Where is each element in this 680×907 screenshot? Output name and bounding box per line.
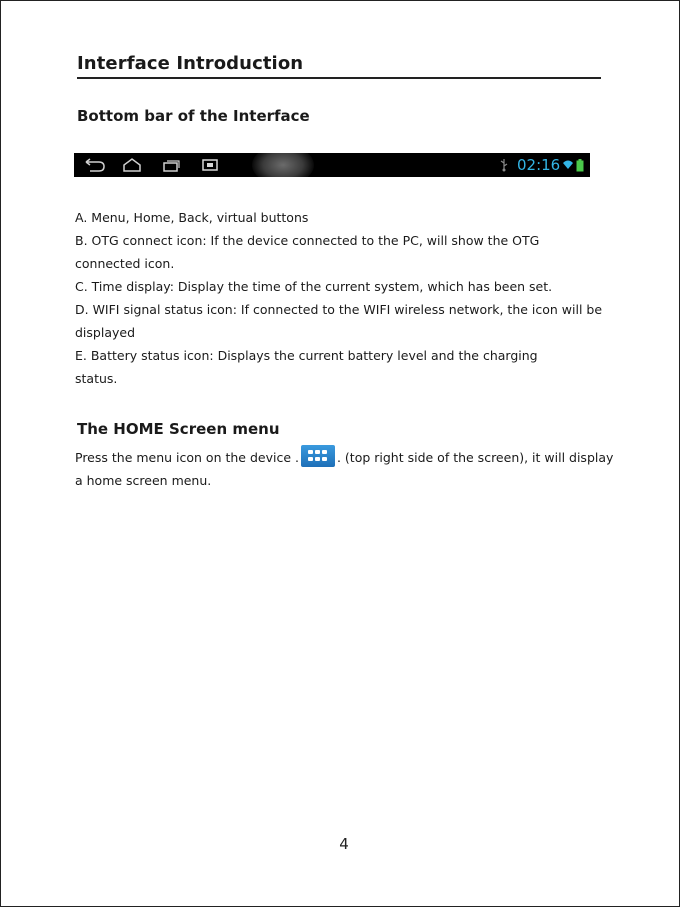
wifi-icon xyxy=(562,159,574,171)
back-icon xyxy=(84,158,106,172)
home-menu-text-before-icon: Press the menu icon on the device . xyxy=(75,450,299,465)
list-item: B. OTG connect icon: If the device connected to the PC, will show the OTG xyxy=(75,233,540,248)
recents-icon xyxy=(162,158,182,172)
list-item-continuation: displayed xyxy=(75,325,136,340)
list-item-continuation: status. xyxy=(75,371,118,386)
home-menu-line-1 xyxy=(75,446,615,469)
home-menu-paragraph xyxy=(75,446,615,492)
home-menu-line-2: a home screen menu. xyxy=(75,473,212,488)
page-number: 4 xyxy=(339,835,349,853)
home-menu-text-after-icon: . (top right side of the screen), it will display xyxy=(336,450,614,465)
list-item: A. Menu, Home, Back, virtual buttons xyxy=(75,210,309,225)
home-icon xyxy=(122,158,142,172)
menu-grid-icon xyxy=(301,445,335,467)
android-status-bar xyxy=(74,153,590,177)
status-clock: 02:16 xyxy=(517,156,561,174)
section-heading-bottom-bar: Bottom bar of the Interface xyxy=(77,107,310,125)
button-highlight-glow xyxy=(252,153,314,177)
battery-icon xyxy=(576,159,584,172)
page-title: Interface Introduction xyxy=(77,53,601,79)
section-heading-home-menu: The HOME Screen menu xyxy=(77,420,280,438)
list-item: C. Time display: Display the time of the current system, which has been set. xyxy=(75,279,553,294)
list-item: D. WIFI signal status icon: If connected to the WIFI wireless network, the icon will be xyxy=(75,302,603,317)
screenshot-icon xyxy=(201,158,219,172)
usb-icon xyxy=(499,158,509,172)
list-item: E. Battery status icon: Displays the current battery level and the charging xyxy=(75,348,538,363)
list-item-continuation: connected icon. xyxy=(75,256,175,271)
status-bar-description-list xyxy=(75,206,615,390)
